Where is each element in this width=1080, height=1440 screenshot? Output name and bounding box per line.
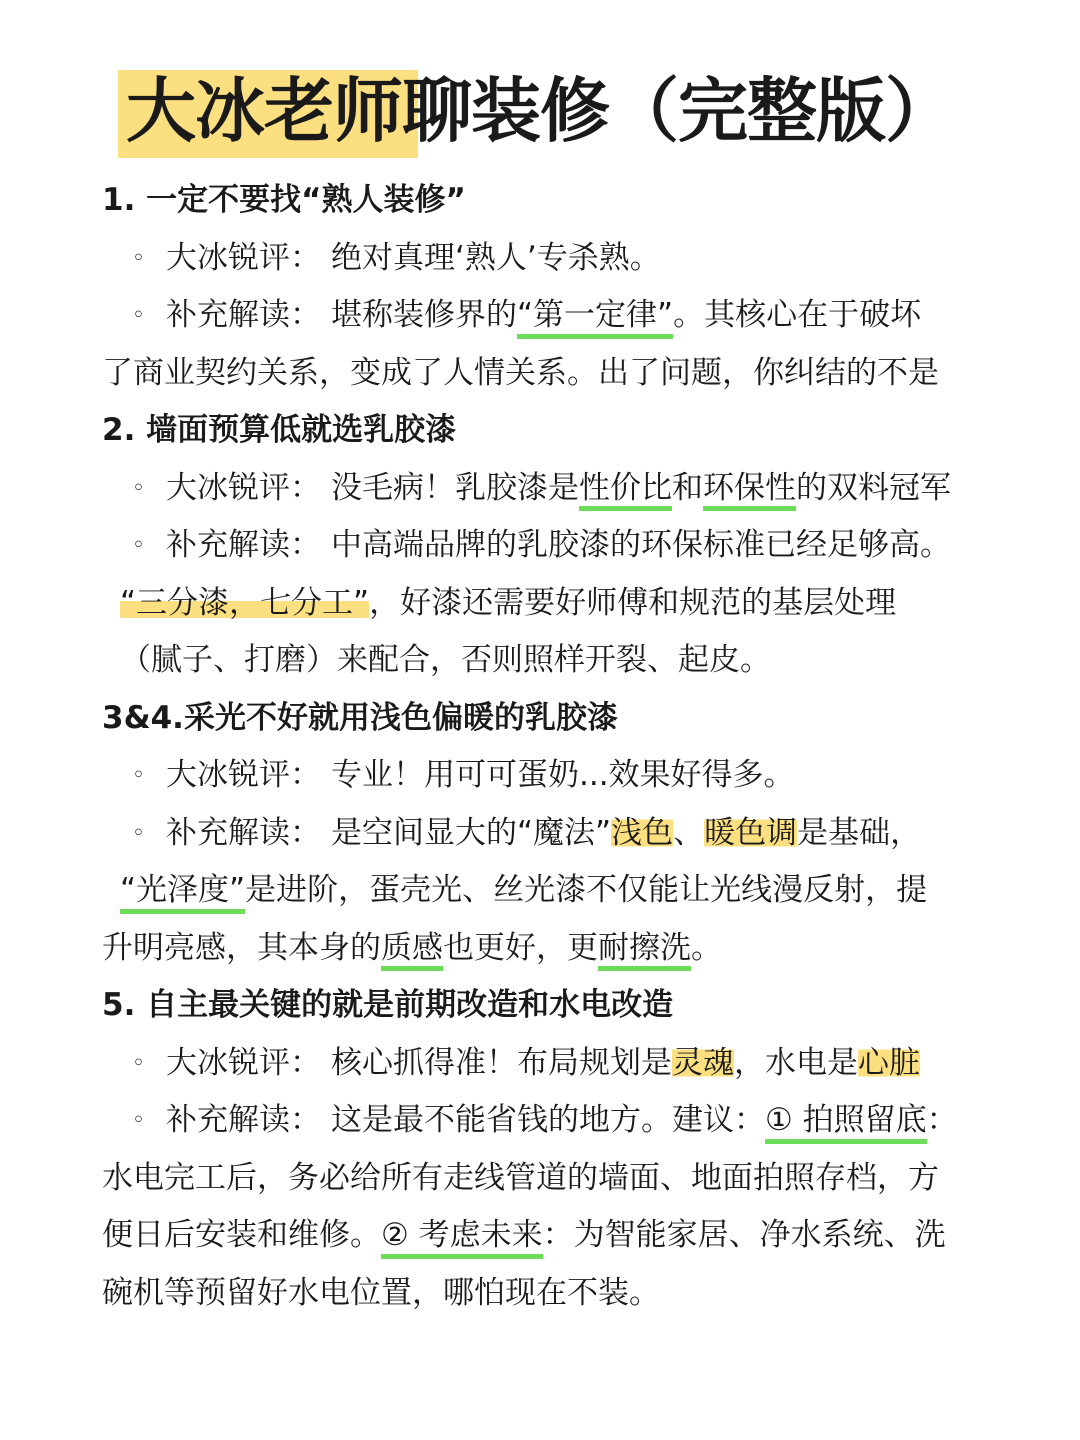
- section-3-comment: ◦ 大冰锐评： 专业！用可可蛋奶...效果好得多。: [102, 747, 1002, 805]
- bullet-icon: ◦: [132, 820, 145, 846]
- bullet-icon: ◦: [132, 475, 145, 501]
- section-5-comment: ◦ 大冰锐评： 核心抓得准！布局规划是灵魂，水电是心脏: [102, 1035, 1002, 1093]
- section-3-note-cont: “光泽度”是进阶，蛋壳光、丝光漆不仅能让光线漫反射，提: [102, 862, 1002, 920]
- highlighted-phrase: 七分工”: [260, 584, 370, 621]
- section-3-note-cont-2: 升明亮感，其本身的质感也更好，更耐擦洗。: [102, 920, 1002, 978]
- section-5-note: ◦ 补充解读： 这是最不能省钱的地方。建议：① 拍照留底：: [102, 1092, 1002, 1150]
- underlined-phrase: 性价比: [579, 460, 672, 518]
- underlined-phrase: 环保性: [703, 460, 796, 518]
- section-3-note: ◦ 补充解读： 是空间显大的“魔法”浅色、暖色调是基础，: [102, 805, 1002, 863]
- section-2-note: ◦ 补充解读： 中高端品牌的乳胶漆的环保标准已经足够高。: [102, 517, 1002, 575]
- bullet-icon: ◦: [132, 245, 145, 271]
- bullet-icon: ◦: [132, 533, 145, 558]
- underlined-phrase: “光泽度”: [120, 862, 245, 920]
- section-1-note-cont: 了商业契约关系，变成了人情关系。出了问题，你纠结的不是: [102, 354, 939, 391]
- section-3-heading: 3&4.采光不好就用浅色偏暖的乳胶漆: [102, 699, 618, 736]
- section-5-note-cont-2: 便日后安装和维修。② 考虑未来：为智能家居、净水系统、洗: [102, 1207, 1002, 1265]
- underlined-phrase: 耐擦洗: [598, 920, 691, 978]
- underlined-phrase: ② 考虑未来: [381, 1207, 543, 1265]
- section-5-heading: 5. 自主最关键的就是前期改造和水电改造: [102, 987, 674, 1023]
- bullet-icon: ◦: [132, 1108, 145, 1133]
- section-2-heading: 2. 墙面预算低就选乳胶漆: [102, 412, 457, 448]
- bullet-icon: ◦: [132, 763, 145, 788]
- highlighted-phrase: “三分漆，: [120, 584, 261, 621]
- title-rest: 聊装修（完整版）: [402, 70, 954, 152]
- section-2-note-cont-2: （腻子、打磨）来配合，否则照样开裂、起皮。: [120, 642, 771, 678]
- page-title: [118, 66, 962, 156]
- section-2-note-cont: “三分漆，七分工”，好漆还需要好师傅和规范的基层处理: [120, 584, 897, 621]
- highlighted-phrase: 灵魂: [672, 1044, 734, 1081]
- section-1-heading: 1. 一定不要找“熟人装修”: [102, 182, 466, 218]
- section-5-note-cont-3: 碗机等预留好水电位置，哪怕现在不装。: [102, 1274, 660, 1311]
- underlined-phrase: “第一定律”: [517, 287, 673, 345]
- section-5-note-cont: 水电完工后，务必给所有走线管道的墙面、地面拍照存档，方: [102, 1159, 939, 1196]
- section-1-comment: ◦ 大冰锐评： 绝对真理‘熟人’专杀熟。: [102, 230, 1002, 288]
- highlighted-phrase: 暖色调: [704, 814, 798, 851]
- underlined-phrase: 质感: [381, 920, 443, 978]
- bullet-icon: ◦: [132, 303, 145, 328]
- section-1-note: ◦ 补充解读： 堪称装修界的“第一定律”。其核心在于破坏: [102, 287, 1002, 345]
- highlighted-phrase: 浅色: [611, 814, 674, 851]
- section-2-comment: ◦ 大冰锐评： 没毛病！乳胶漆是性价比和环保性的双料冠军: [102, 460, 1002, 518]
- bullet-icon: ◦: [132, 1050, 145, 1076]
- article-body: [102, 172, 1002, 1322]
- title-highlighted-part: 大冰老师: [126, 70, 402, 152]
- highlighted-phrase: 心脏: [858, 1044, 920, 1081]
- title-area: [0, 66, 1080, 156]
- underlined-phrase: ① 拍照留底: [765, 1092, 927, 1150]
